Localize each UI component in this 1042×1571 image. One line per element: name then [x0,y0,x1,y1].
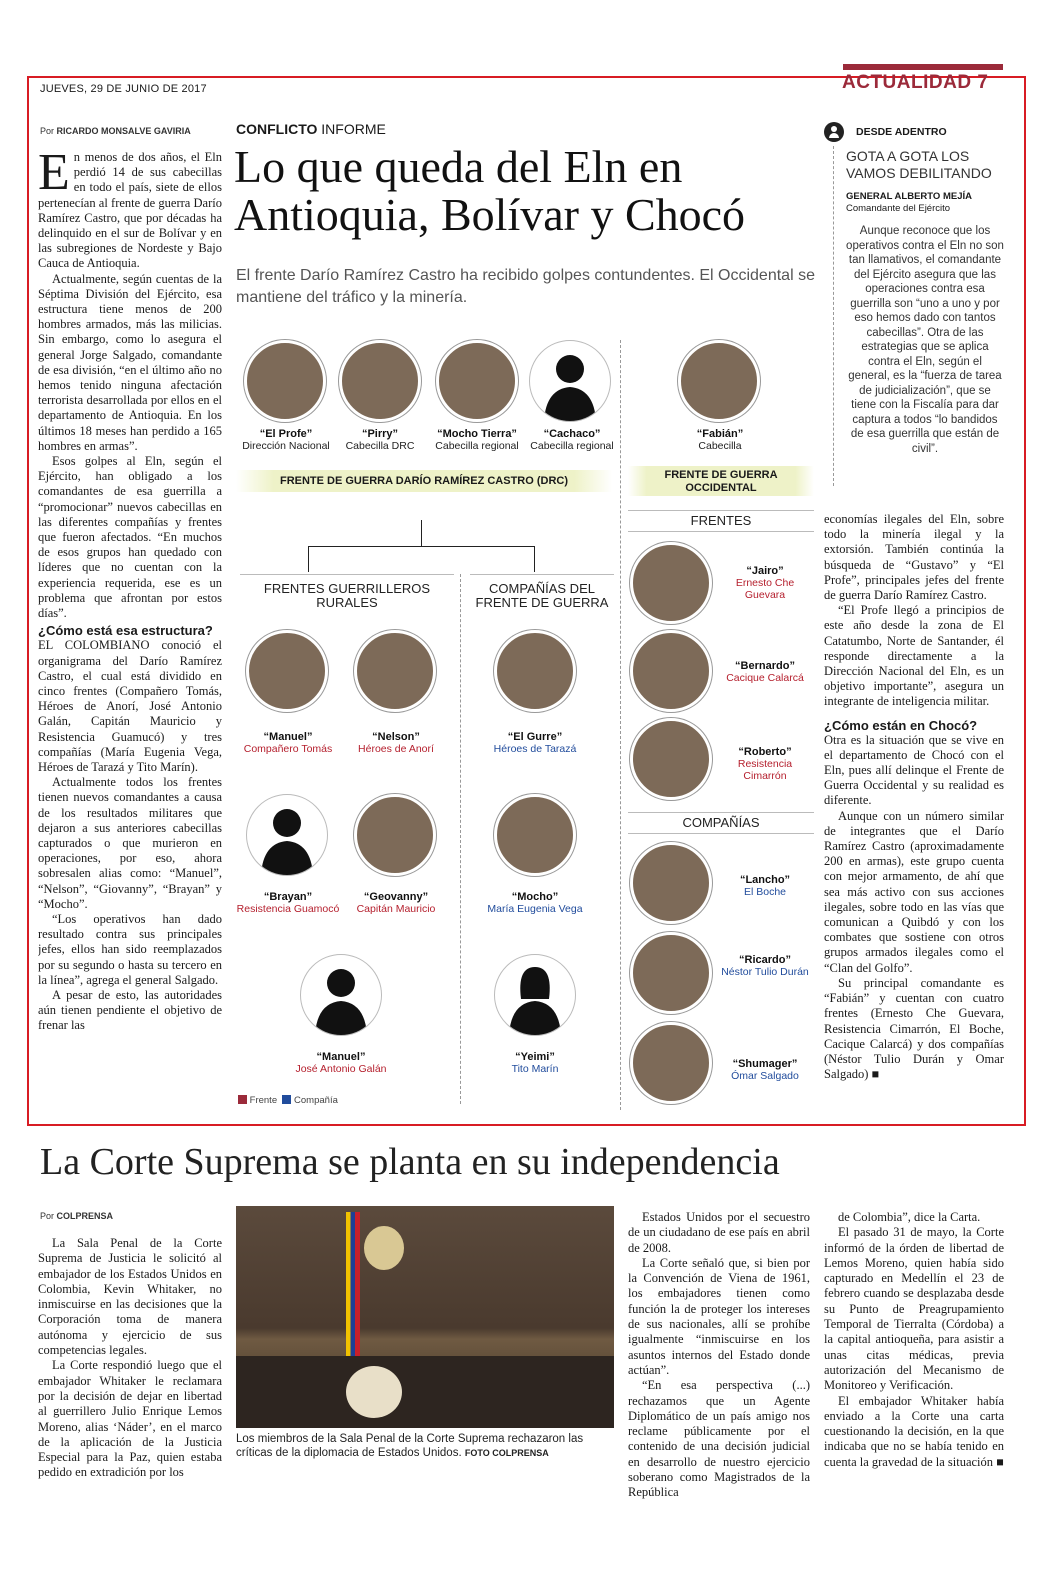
photo-cachaco [529,340,611,422]
caption-comp-1: “El Gurre” Héroes de Tarazá [493,731,577,755]
photo-fabian [678,340,760,422]
sidebar-title: GOTA A GOTA LOS VAMOS DEBILITANDO [846,148,992,181]
rule-companias [628,812,814,813]
court-photo [236,1206,614,1428]
photo-caption-text: Los miembros de la Sala Penal de la Corte Suprema rechazaron las críticas de la diplomacia de Estados Unidos. [236,1433,584,1459]
photo-shumager [630,1022,712,1104]
header-companias-drc: COMPAÑÍAS DEL FRENTE DE GUERRA [475,581,609,610]
silhouette-icon [530,341,610,421]
header-rurales: FRENTES GUERRILLEROS RURALES [263,581,431,610]
paragraph-2: Actualmente, según cuentas de la Séptima División del Ejército, esa estructura tiene menos de 200 hombres armados, más las milicias. Sin embargo, como lo asegura el general Jorge Salgado, comandante de esa división, “en el último año no hemos tenido ninguna afectación terrorista desarrollada por ellos en el departamento de Antioquia. En los últimos 18 meses han perdido a 165 hombres en armas”. [38,271,222,453]
caption-occ-frente-3: “Roberto” Resistencia Cimarrón [737,746,793,782]
band-drc: FRENTE DE GUERRA DARÍO RAMÍREZ CASTRO (DRC) [236,470,612,492]
photo-geovanny [354,794,436,876]
second-byline-author: COLPRENSA [56,1211,114,1221]
second-column-4 [824,1210,1004,1500]
caption-occ-comp-1: “Lancho” El Boche [739,874,791,898]
caption-rural-4: “Geovanny” Capitán Mauricio [356,891,436,915]
section-title: ACTUALIDAD 7 [842,72,989,93]
subhead-structure: ¿Cómo está esa estructura? [38,623,213,639]
second-paragraph-3: Estados Unidos por el secuestro de un ciudadano de ese país en abril de 2008. [628,1210,810,1255]
caption-leader-1: “El Profe” Dirección Nacional [242,428,330,452]
kicker-rest: INFORME [321,121,386,137]
paragraph-7: A pesar de esto, las autoridades aún tienen pendiente el objetivo de frenar las [38,987,222,1033]
band-occidental: FRENTE DE GUERRA OCCIDENTAL [628,466,814,496]
article-column-2 [824,512,1004,1112]
legend-frente: Frente [249,1095,278,1106]
photo-mocho-tierra [436,340,518,422]
photo-credit: FOTO COLPRENSA [464,1448,549,1458]
sidebar-role: Comandante del Ejército [846,203,951,214]
connector-r [534,546,535,572]
photo-pirry [339,340,421,422]
caption-rural-3: “Brayan” Resistencia Guamocó [236,891,340,915]
photo-roberto [630,718,712,800]
connector-h [308,546,534,547]
paragraph-10: Otra es la situación que se vive en el departamento de Chocó con el Eln, pues allí delinque el Frente de Guerra Occidental y su realidad es diferente. [824,732,1004,808]
section-color-bar [843,64,1003,70]
connector-v [421,520,422,546]
legend [238,1095,338,1106]
photo-manuel-2 [300,954,382,1036]
sidebar-rule [833,146,834,486]
caption-occ-frente-1: “Jairo” Ernesto Che Guevara [735,565,795,601]
sidebar-person: GENERAL ALBERTO MEJÍA [846,191,972,202]
drop-cap: E [38,150,70,201]
caption-occ-comp-3: “Shumager” Ómar Salgado [731,1058,799,1082]
photo-el-gurre [494,630,576,712]
second-column-1 [38,1236,222,1496]
byline [40,126,191,136]
second-paragraph-4: La Corte señaló que, si bien por la Convención de Viena de 1961, los embajadores tienen como función la de proteger los intereses de sus nacionales, allí se prohíbe igualmente “inmiscuirse en los asuntos internos del Estado donde actúan”. [628,1255,810,1377]
rule-companias-drc [470,574,614,575]
second-paragraph-1: La Sala Penal de la Corte Suprema de Justicia le solicitó al embajador de los Estados Unidos en Colombia, Kevin Whitaker, no inmiscuirse en las decisiones que la Corporación toma de manera autónoma y ejercicio de sus competencias legales. [38,1236,222,1358]
photo-nelson [354,630,436,712]
rule-frentes [628,510,814,511]
silhouette-icon [247,795,327,875]
silhouette-icon [301,955,381,1035]
kicker-bold: CONFLICTO [236,121,318,137]
second-byline-prefix: Por [40,1211,55,1221]
flag-icon [346,1212,360,1362]
photo-manuel-1 [246,630,328,712]
photo-jairo [630,542,712,624]
second-headline: La Corte Suprema se planta en su independencia [40,1141,780,1183]
sidebar-label: DESDE ADENTRO [856,126,947,138]
caption-comp-3: “Yeimi” Tito Marín [511,1051,559,1075]
second-byline [40,1211,113,1221]
photo-mocho [494,794,576,876]
paragraph-4: EL COLOMBIANO conoció el organigrama del Darío Ramírez Castro, el cual está dividido en cinco frentes (Compañero Tomás, Héroes de Anorí, José Antonio Galán, Capitán Mauricio y Resistencia Guamucó) y tres compañías (María Eugenia Vega, Héroes de Tarazá y Tito Marín). [38,638,222,774]
caption-rural-2: “Nelson” Héroes de Anorí [358,731,434,755]
silhouette-female-icon [495,955,575,1035]
second-paragraph-5: “En esa perspectiva (...) rechazamos que un Agente Diplomático de un país amigo nos reclame públicamente por el contenido de una decisión judicial en desarrollo de nuestro ejercicio soberano como Magistrados de la República [628,1378,810,1500]
caption-leader-3: “Mocho Tierra” Cabecilla regional [435,428,519,452]
paragraph-12: Su principal comandante es “Fabián” y cuentan con cuatro frentes (Ernesto Che Guevara, Resistencia Cimarrón, El Boche, Cacique Calarcá) y dos compañías (Néstor Tulio Durán y Omar Salgado) ■ [824,975,1004,1082]
photo-yeimi [494,954,576,1036]
connector-l [308,546,309,572]
caption-leader-4: “Cachaco” Cabecilla regional [530,428,614,452]
second-paragraph-8: El embajador Whitaker había enviado a la Corte una carta cuestionando la decisión, en la que indicaba que no se había tenido en cuenta la gravedad de la situación ■ [824,1393,1004,1469]
person-icon [824,122,844,142]
legend-swatch-compania [282,1095,291,1104]
main-headline: Lo que queda del Eln en Antioquia, Bolívar y Chocó [234,141,746,240]
photo-caption [236,1432,614,1460]
caption-leader-2: “Pirry” Cabecilla DRC [345,428,415,452]
divider [620,340,621,1110]
photo-lancho [630,842,712,924]
photo-ricardo [630,932,712,1014]
second-paragraph-7: El pasado 31 de mayo, la Corte informó de la órden de libertad de Lemos Moreno, quien había sido capturado en Medellín el 23 de febrero cuando se desplazaba desde su Punto de Preagrupamiento Temporal de Tierralta (Córdoba) a la capital antioqueña, para asistir a unas citas médicas, previa autorización del Mecanismo de Monitoreo y Verificación. [824,1225,1004,1393]
article-column-1 [38,150,222,1112]
paragraph-6: “Los operativos han dado resultado contra sus principales jefes, ellos han sido reemplazados por su segundo o hasta su tercero en la línea”, agrega el general Salgado. [38,911,222,987]
rule-rurales [240,574,454,575]
seal-icon [346,1366,402,1418]
legend-swatch-frente [238,1095,247,1104]
caption-occ-frente-2: “Bernardo” Cacique Calarcá [726,660,804,684]
paragraph-8: economías ilegales del Eln, sobre todo la minería ilegal y la extorsión. También continúa la búsqueda de “Gustavo” y “El Profe”, principales jefes del frente de guerra Darío Ramírez Castro. [824,512,1004,603]
deck: El frente Darío Ramírez Castro ha recibido golpes contundentes. El Occidental se mantiene del tráfico y la minería. [236,267,815,306]
byline-author: RICARDO MONSALVE GAVIRIA [56,126,191,136]
kicker [236,121,386,137]
photo-el-profe [244,340,326,422]
byline-prefix: Por [40,126,55,136]
paragraph-11: Aunque con un número similar de integrantes que el Darío Ramírez Castro (aproximadamente 200 en armas), este grupo cuenta con mejor armamento, de ahí que sea más activo con sus acciones ilegales, sobre todo en las vías que comunican a Quibdó y con los combates que sostiene con otros grupos armados ilegales como el “Clan del Golfo”. [824,808,1004,975]
photo-brayan [246,794,328,876]
paragraph-3: Esos golpes al Eln, según el Ejército, han obligado a los comandantes de esa guerrilla a “promocionar” nuevos cabecillas en las diferentes compañías y frentes que fueron afectados. “En muchos de esos grupos han quedado con líderes que no cuentan con la experiencia requerida, ese es un problema que afrontan por estos días”. [38,454,222,621]
header-companias: COMPAÑÍAS [682,815,760,830]
caption-comp-2: “Mocho” María Eugenia Vega [487,891,583,915]
paragraph-5: Actualmente todos los frentes tienen nuevos comandantes a causa de los resultados militares que dejaron a sus anteriores cabecillas capturados o que murieron en operaciones, por eso, ahora sobresalen alias como: “Manuel”, “Nelson”, “Giovanny”, “Brayan” y “Mocho”. [38,775,222,911]
photo-bernardo [630,630,712,712]
issue-date: JUEVES, 29 DE JUNIO DE 2017 [40,83,207,95]
second-column-3 [628,1210,810,1500]
divider-inner [460,574,461,1104]
rule-frentes-2 [628,531,814,532]
caption-rural-5: “Manuel” José Antonio Galán [295,1051,387,1075]
second-paragraph-2: La Corte respondió luego que el embajador Whitaker le reclamara por la decisión de dejar en libertad al guerrillero Julio Enrique Lemos Moreno, alias ‘Náder’, en el marco de la aplicación de la Justicia Especial para la Paz, quien estaba pedido en extradición por los [38,1358,222,1480]
bench [236,1356,614,1428]
header-frentes: FRENTES [690,513,752,528]
org-chart [236,330,816,1120]
subhead-choco: ¿Cómo están en Chocó? [824,717,978,733]
caption-fabian: “Fabián” Cabecilla [696,428,744,452]
rule-companias-2 [628,833,814,834]
coat-of-arms-icon [364,1226,404,1270]
second-paragraph-6: de Colombia”, dice la Carta. [838,1210,981,1224]
sidebar-text: Aunque reconoce que los operativos contra el Eln no son tan llamativos, el comandante del Ejército asegura que las operaciones contra esa guerrilla son “uno a uno y por eso hemos dado con tantos cabecillas”. Otra de las estrategias que se aplica contra el Eln, según el general, es la “fuerza de tarea de judicialización”, que se tiene con la Fiscalía para dar captura a todos “lo bandidos de esa guerrilla que están de civil”. [846,225,1004,455]
legend-compania: Compañía [294,1095,338,1106]
paragraph-9: “El Profe llegó a principios de este año desde la zona de El Catatumbo, Norte de Santander, él responde directamente a la Dirección Nacional del Eln, es un objetivo importante”, asegura un integrante de inteligencia militar. [824,603,1004,709]
paragraph-1: n menos de dos años, el Eln perdió 14 de sus cabecillas en todo el país, siete de ellos pertenecían al frente de guerra Darío Ramírez Castro, que por décadas ha delinquido en el sur de Bolívar y en las subregiones de Nordeste y Bajo Cauca de Antioquia. [38,150,222,271]
caption-rural-1: “Manuel” Compañero Tomás [243,731,333,755]
caption-occ-comp-2: “Ricardo” Néstor Tulio Durán [721,954,809,978]
